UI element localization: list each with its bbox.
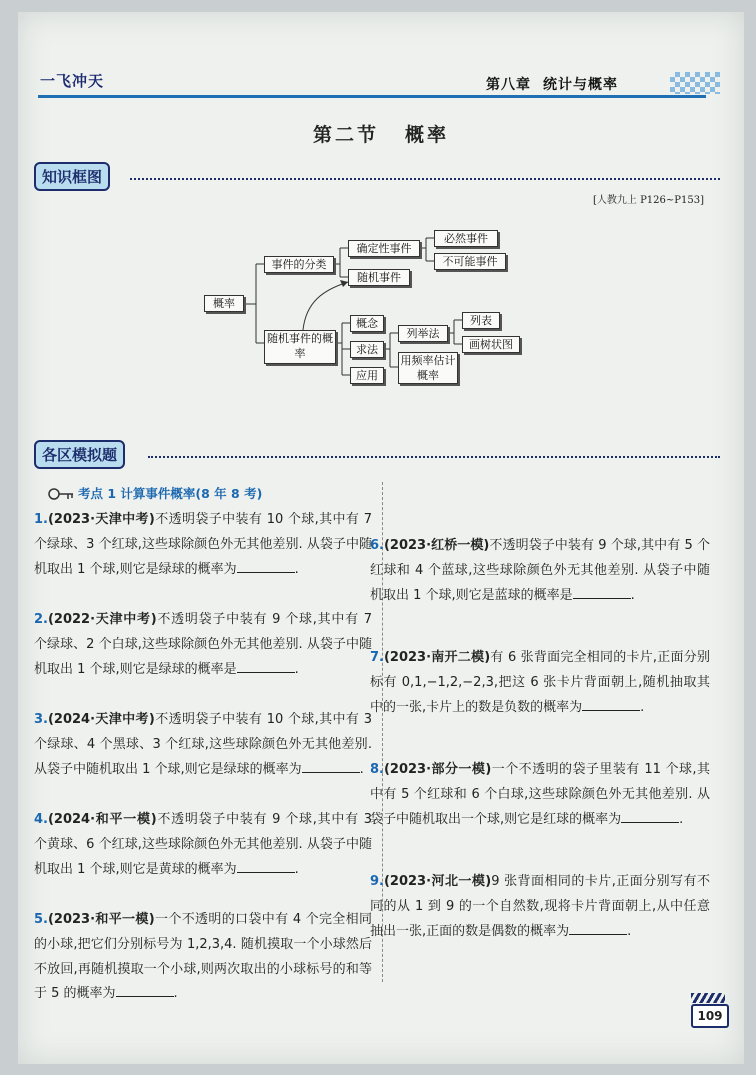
answer-blank[interactable] [569,924,627,935]
node-tree-diagram: 画树状图 [462,336,520,353]
node-frequency-estimate: 用频率估计概率 [398,352,458,384]
question-9: 9.(2023·河北一模)9 张背面相同的卡片,正面分别写有不同的从 1 到 9 的一个自然数,现将卡片背面朝上,从中任意抽出一张,正面的数是偶数的概率为 . [370,874,710,939]
chapter-title: 统计与概率 [543,77,618,93]
key-icon [48,487,74,501]
question-8: 8.(2023·部分一模)一个不透明的袋子里装有 11 个球,其中有 5 个红球和 6 个白球,这些球除颜色外无其他差别. 从袋子中随机取出一个球,则它是红球的概率为 . [370,762,710,827]
node-method: 求法 [350,341,384,358]
question-5: 5.(2023·和平一模)一个不透明的口袋中有 4 个完全相同的小球,把它们分别标号为 1,2,3,4. 随机摸取一个小球然后不放回,再随机摸取一个小球,则两次取出的小球标号的和等于 5 的概率为 . [34,912,372,1002]
answer-blank[interactable] [237,862,295,873]
question-1: 1.(2023·天津中考)不透明袋子中装有 10 个球,其中有 7 个绿球、3 个红球,这些球除颜色外无其他差别. 从袋子中随机取出 1 个球,则它是绿球的概率为 . [34,512,372,577]
dotted-divider-2 [148,456,720,458]
page [18,12,744,1064]
brand-logo: 一飞冲天 [40,72,105,90]
node-probability: 概率 [204,295,244,312]
node-certainty-event: 确定性事件 [348,240,420,257]
node-certain-event: 必然事件 [434,230,498,247]
page-number: 109 [691,1004,729,1028]
question-6: 6.(2023·红桥一模)不透明袋子中装有 9 个球,其中有 5 个红球和 4 个蓝球,这些球除颜色外无其他差别. 从袋子中随机取出 1 个球,则它是蓝球的概率是 . [370,538,710,603]
node-random-event-probability: 随机事件的概率 [264,330,336,364]
textbook-reference: [人教九上 P126~P153] [593,195,704,206]
practice-tag: 各区模拟题 [34,440,125,469]
node-application: 应用 [350,367,384,384]
question-7: 7.(2023·南开二模)有 6 张背面完全相同的卡片,正面分别标有 0,1,−1,2,−2,3,把这 6 张卡片背面朝上,随机抽取其中的一张,卡片上的数是负数的概率为 . [370,650,710,715]
question-4: 4.(2024·和平一模)不透明袋子中装有 9 个球,其中有 3 个黄球、6 个红球,这些球除颜色外无其他差别. 从袋子中随机取出 1 个球,则它是黄球的概率为 . [34,812,372,877]
answer-blank[interactable] [573,588,631,599]
knowledge-framework-tag: 知识框图 [34,162,110,191]
section-number: 第二节 [312,124,379,146]
answer-blank[interactable] [302,762,360,773]
node-table: 列表 [462,312,500,329]
question-2: 2.(2022·天津中考)不透明袋子中装有 9 个球,其中有 7 个绿球、2 个白球,这些球除颜色外无其他差别. 从袋子中随机取出 1 个球,则它是绿球的概率是 . [34,612,372,677]
answer-blank[interactable] [237,662,295,673]
chapter-number: 第八章 [486,77,531,93]
node-concept: 概念 [350,315,384,332]
node-impossible-event: 不可能事件 [434,253,506,270]
question-3: 3.(2024·天津中考)不透明袋子中装有 10 个球,其中有 3 个绿球、4 个黑球、3 个红球,这些球除颜色外无其他差别. 从袋子中随机取出 1 个球,则它是绿球的概率为 . [34,712,372,777]
answer-blank[interactable] [116,986,174,997]
page-number-stripes [691,993,725,1003]
answer-blank[interactable] [237,562,295,573]
node-event-classification: 事件的分类 [264,256,334,273]
section-name: 概率 [405,124,450,146]
topic-heading: 考点 1 计算事件概率(8 年 8 考) [78,486,263,501]
answer-blank[interactable] [582,700,640,711]
answer-blank[interactable] [621,812,679,823]
node-random-event: 随机事件 [348,269,410,286]
node-listing: 列举法 [398,325,448,342]
